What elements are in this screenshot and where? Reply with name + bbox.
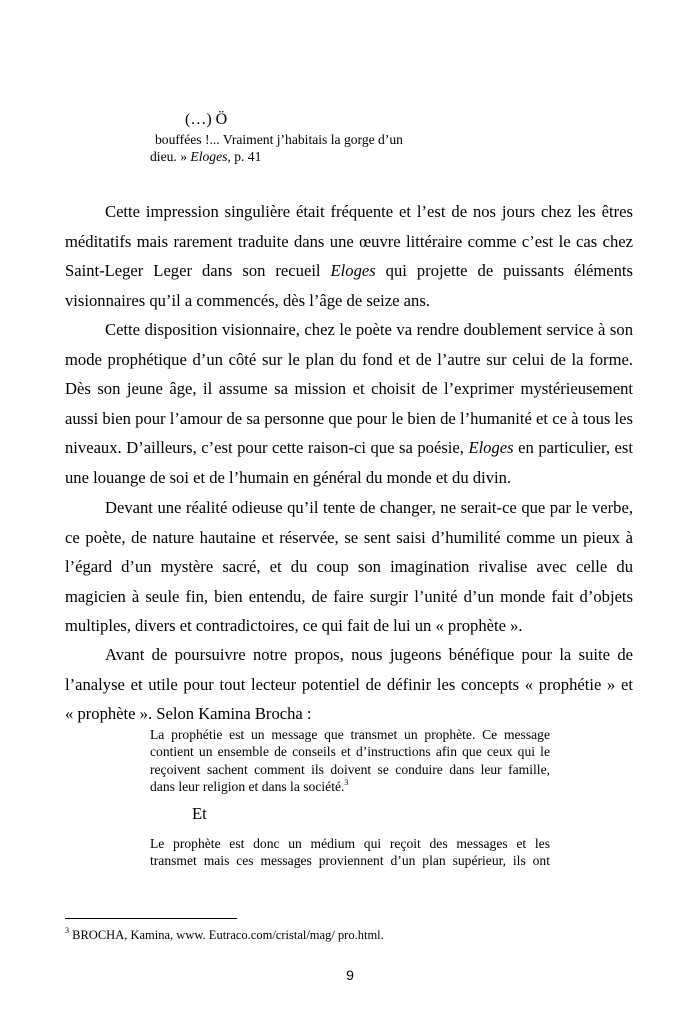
paragraph-line: aussi bien pour l’amour de sa personne que pour le bien de l’humanité et ce à tous les [65,408,633,428]
paragraph-line: Saint-Leger Leger dans son recueil Eloges qui projette de puissants éléments [65,261,633,281]
quote-line: contient un ensemble de conseils et d’instructions afin que ceux qui le [150,744,550,760]
quote-line: dans leur religion et dans la société.$^3$ [150,778,349,795]
epigraph-line: bouffées !... Vraiment j’habitais la gorge d’un [155,132,403,147]
quote-line: La prophétie est un message que transmet un prophète. Ce message [150,727,550,742]
paragraph-line: « prophète ». Selon Kamina Brocha : [65,704,312,724]
footnote-ref: 3 [344,778,349,788]
connector-text: Et [192,804,207,823]
book-title: Eloges [468,438,514,458]
book-title: Eloges [190,149,228,164]
page-number: 9 [346,967,354,983]
paragraph-line: mode prophétique d’un côté sur le plan du fond et de l’autre sur celui de la forme. [65,349,633,369]
paragraph-line: visionnaires qu’il a commencés, dès l’âge de seize ans. [65,290,430,310]
paragraph-line: Avant de poursuivre notre propos, nous jugeons bénéfique pour la suite de [105,645,633,664]
epigraph-page: , p. 41 [227,149,262,164]
paragraph-line: une louange de soi et de l’humain en général du monde et du divin. [65,468,512,487]
paragraph-line: ce poète, de nature hautaine et réservée, se sent saisi d’humilité comme un pieux à [65,527,633,547]
footnote-divider [65,918,237,919]
paragraph-line: Cette impression singulière était fréquente et l’est de nos jours chez les êtres [105,202,633,221]
paragraph-line: méditatifs mais rarement traduite dans une œuvre littéraire comme c’est le cas chez [65,231,633,251]
epigraph-citation [150,149,261,165]
paragraph-line: magicien à seule fin, bien entendu, de faire surgir l’unité d’un monde fait d’objets [65,586,633,606]
paragraph-line: Cette disposition visionnaire, chez le poète va rendre doublement service à son [105,320,633,339]
paragraph-line: niveaux. D’ailleurs, c’est pour cette raison-ci que sa poésie, Eloges en particulier, est [65,438,633,458]
paragraph-line: l’analyse et utile pour tout lecteur potentiel de définir les concepts « prophétie » et [65,674,633,694]
footnote-text: BROCHA, Kamina, www. Eutraco.com/cristal/mag/ pro.html. [69,928,384,942]
epigraph-line: (…) Ö [185,111,228,128]
quote-line: reçoivent sachent comment ils doivent se conduire dans leur famille, [150,761,550,777]
footnote [65,928,384,943]
footnote-number: 3 [65,926,69,935]
book-title: Eloges [330,261,376,281]
paragraph-line: Devant une réalité odieuse qu’il tente de changer, ne serait-ce que par le verbe, [105,498,633,517]
epigraph-text: dieu. » [150,149,191,164]
quote-line: Le prophète est donc un médium qui reçoit des messages et les [150,836,550,851]
paragraph-line: Dès son jeune âge, il assume sa mission et choisit de l’exprimer mystérieusement [65,379,633,399]
paragraph-line: l’égard d’un mystère sacré, et du coup son imagination rivalise avec celle du [65,557,633,577]
paragraph-line: multiples, divers et contradictoires, ce qui fait de lui un « prophète ». [65,616,523,636]
quote-line: transmet mais ces messages proviennent d’un plan supérieur, ils ont [150,853,550,869]
